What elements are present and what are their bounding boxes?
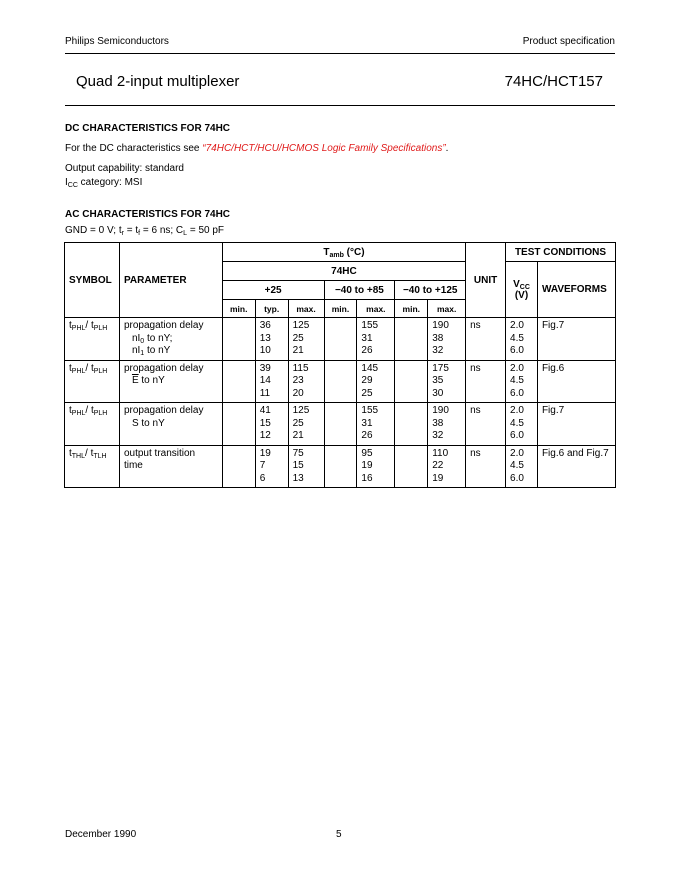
min-25-cell: [222, 403, 255, 446]
min-85-cell: [324, 360, 357, 403]
param-line: propagation delay: [123, 362, 204, 374]
value: 125: [292, 320, 310, 331]
range-125-header: −40 to +125: [395, 281, 466, 300]
value: 10: [259, 345, 271, 356]
value: 6: [259, 472, 266, 484]
cond-part: = 50 pF: [187, 225, 225, 236]
min-85-cell: [324, 318, 357, 361]
max-125-cell: [428, 360, 466, 403]
value: 190: [432, 320, 449, 331]
value: 21: [292, 430, 304, 441]
vcc-cell: [506, 318, 538, 361]
value: 4.5: [510, 375, 524, 386]
value: 7: [259, 460, 266, 471]
vcc-cell: [506, 360, 538, 403]
param-line: time: [123, 460, 143, 471]
range-85-header: −40 to +85: [324, 281, 395, 300]
min-header: min.: [324, 300, 357, 318]
value: 20: [292, 387, 304, 399]
param-sub: 0: [140, 337, 145, 345]
value: 31: [361, 332, 373, 344]
value: 15: [292, 460, 304, 471]
param-line: [124, 345, 218, 358]
value: 4.5: [510, 460, 524, 471]
value: 12: [259, 430, 271, 441]
value: 4.5: [510, 417, 524, 429]
icc-sub: CC: [67, 182, 78, 189]
parameter-cell: [119, 318, 222, 361]
dc-reference-suffix: .: [445, 143, 449, 154]
sym-b-sub: PLH: [93, 325, 108, 332]
min-header: min.: [395, 300, 428, 318]
param-line: [124, 375, 218, 388]
symbol-cell: [65, 360, 120, 403]
vcc-sub: CC: [519, 283, 530, 291]
sym-b: t: [90, 362, 94, 374]
sym-b: t: [90, 405, 94, 416]
sym-a: t: [69, 405, 72, 416]
max-header: max.: [428, 300, 466, 318]
min-125-cell: [395, 403, 428, 446]
max-85-cell: [357, 445, 395, 488]
value: 26: [361, 430, 373, 441]
sym-a-sub: PHL: [71, 367, 86, 375]
waveform-cell: Fig.6: [537, 360, 615, 403]
value: 95: [361, 447, 373, 459]
value: 19: [361, 460, 373, 471]
page-title: Quad 2-input multiplexer: [76, 73, 240, 90]
sym-b-sub: PLH: [93, 410, 108, 417]
value: 6.0: [510, 387, 524, 399]
value: 32: [432, 345, 444, 356]
sym-b-sub: TLH: [93, 452, 107, 460]
value: 145: [361, 362, 379, 374]
min-85-cell: [324, 403, 357, 446]
sym-sep: /: [85, 405, 91, 416]
vcc-unit: (V): [514, 289, 529, 301]
param-sub: 1: [140, 350, 145, 357]
parameter-cell: [119, 360, 222, 403]
value: 13: [259, 332, 271, 344]
sym-sep: /: [85, 320, 91, 331]
waveforms-header: WAVEFORMS: [537, 262, 615, 318]
min-25-cell: [222, 318, 255, 361]
value: 75: [292, 447, 304, 459]
value: 13: [292, 472, 304, 484]
sym-a: t: [69, 447, 72, 459]
ac-characteristics-table: [64, 242, 616, 488]
max-125-cell: [428, 403, 466, 446]
value: 41: [259, 405, 271, 416]
max-85-cell: [357, 403, 395, 446]
value: 110: [432, 447, 449, 459]
waveform-cell: Fig.6 and Fig.7: [537, 445, 615, 488]
max-125-cell: [428, 445, 466, 488]
min-85-cell: [324, 445, 357, 488]
typ-cell: [255, 318, 288, 361]
value: 125: [292, 405, 310, 416]
typ-header: typ.: [255, 300, 288, 318]
icc-value: category: MSI: [77, 177, 143, 188]
value: 16: [361, 472, 373, 484]
unit-cell: ns: [466, 360, 506, 403]
sym-a-sub: THL: [71, 452, 86, 460]
param-text: to nY: [138, 375, 165, 386]
parameter-cell: [119, 445, 222, 488]
value: 32: [432, 430, 444, 441]
value: 6.0: [510, 430, 524, 441]
waveform-cell: Fig.7: [537, 318, 615, 361]
value: 15: [259, 417, 271, 429]
table-row: [65, 318, 616, 361]
vcc-cell: [506, 445, 538, 488]
value: 14: [259, 375, 271, 386]
sym-a-sub: PHL: [71, 410, 86, 417]
icc-category: [65, 177, 142, 188]
value: 38: [432, 417, 444, 429]
param-line: propagation delay: [123, 320, 204, 331]
param-text: $\overline{E}$: [131, 375, 139, 386]
document-type: Product specification: [522, 36, 615, 47]
vcc-header: [506, 262, 538, 318]
dc-heading: DC CHARACTERISTICS FOR 74HC: [65, 123, 231, 134]
value: 25: [292, 417, 304, 429]
family-header: 74HC: [222, 262, 465, 281]
max-125-cell: [428, 318, 466, 361]
value: 4.5: [510, 332, 524, 344]
min-125-cell: [395, 360, 428, 403]
value: 39: [259, 362, 271, 374]
parameter-header: PARAMETER: [119, 243, 222, 318]
part-number: 74HC/HCT157: [504, 73, 603, 90]
typ-cell: [255, 360, 288, 403]
ac-conditions: [65, 225, 224, 236]
param-text: to nY: [144, 345, 171, 356]
sym-a-sub: PHL: [71, 325, 86, 332]
param-line: output transition: [123, 447, 196, 459]
max-25-cell: [288, 445, 324, 488]
value: 190: [432, 405, 449, 416]
value: 2.0: [510, 320, 524, 331]
max-header: max.: [288, 300, 324, 318]
unit-cell: ns: [466, 403, 506, 446]
dc-reference: [65, 143, 448, 154]
value: 19: [432, 472, 444, 484]
value: 38: [432, 332, 444, 344]
icc-label: I: [65, 177, 68, 188]
sym-sep: /: [85, 362, 91, 374]
vcc-cell: [506, 403, 538, 446]
tamb-sub: amb: [329, 251, 344, 259]
company-name: Philips Semiconductors: [65, 36, 169, 47]
cond-part: = 6 ns; C: [140, 225, 184, 236]
param-text: nI: [131, 345, 141, 356]
value: 2.0: [510, 362, 524, 374]
tamb-header: [222, 243, 465, 262]
value: 21: [292, 345, 304, 356]
min-header: min.: [222, 300, 255, 318]
max-25-cell: [288, 360, 324, 403]
tamb-symbol: T: [323, 246, 330, 258]
max-25-cell: [288, 318, 324, 361]
value: 36: [259, 320, 271, 331]
param-line: propagation delay: [123, 405, 204, 416]
max-85-cell: [357, 360, 395, 403]
output-capability: Output capability: standard: [65, 163, 184, 174]
sym-a: t: [69, 320, 72, 331]
cond-sub: r: [121, 230, 124, 237]
min-125-cell: [395, 318, 428, 361]
value: 31: [361, 417, 373, 429]
max-85-cell: [357, 318, 395, 361]
range-25-header: +25: [222, 281, 324, 300]
tamb-unit: (°C): [343, 246, 365, 258]
value: 6.0: [510, 472, 524, 484]
test-conditions-header: TEST CONDITIONS: [506, 243, 616, 262]
param-text: nI: [131, 332, 141, 344]
page-number: 5: [336, 829, 342, 840]
cond-sub: f: [138, 230, 141, 237]
unit-header: UNIT: [466, 243, 506, 318]
unit-cell: ns: [466, 318, 506, 361]
ac-heading: AC CHARACTERISTICS FOR 74HC: [65, 209, 231, 220]
value: 175: [432, 362, 449, 374]
param-line: S to nY: [131, 417, 165, 429]
value: 23: [292, 375, 304, 386]
min-125-cell: [395, 445, 428, 488]
value: 25: [292, 332, 304, 344]
value: 19: [259, 447, 271, 459]
value: 6.0: [510, 345, 524, 356]
value: 25: [361, 387, 373, 399]
sym-b-sub: PLH: [93, 367, 108, 375]
sym-b: t: [90, 447, 94, 459]
sym-b: t: [90, 320, 94, 331]
typ-cell: [255, 445, 288, 488]
table-row: [65, 403, 616, 446]
value: 29: [361, 375, 373, 386]
value: 30: [432, 387, 444, 399]
symbol-cell: [65, 403, 120, 446]
parameter-cell: [119, 403, 222, 446]
symbol-cell: [65, 318, 120, 361]
cond-sub: L: [183, 230, 188, 237]
min-25-cell: [222, 360, 255, 403]
max-25-cell: [288, 403, 324, 446]
header-rule: [65, 53, 615, 54]
typ-cell: [255, 403, 288, 446]
vcc-symbol: V: [513, 278, 520, 290]
value: 2.0: [510, 405, 524, 416]
sym-sep: /: [85, 447, 91, 459]
value: 155: [361, 405, 379, 416]
sym-a: t: [69, 362, 72, 374]
table-row: [65, 445, 616, 488]
table-row: [65, 360, 616, 403]
title-rule: [65, 105, 615, 106]
value: 2.0: [510, 447, 524, 459]
footer-date: December 1990: [65, 829, 137, 840]
symbol-header: SYMBOL: [65, 243, 120, 318]
param-text: to nY;: [144, 332, 173, 344]
unit-cell: ns: [466, 445, 506, 488]
value: 115: [292, 362, 309, 374]
value: 155: [361, 320, 379, 331]
param-line: [124, 333, 218, 346]
cond-part: = t: [123, 225, 139, 236]
waveform-cell: Fig.7: [537, 403, 615, 446]
symbol-cell: [65, 445, 120, 488]
value: 35: [432, 375, 444, 386]
value: 26: [361, 345, 373, 356]
value: 11: [259, 387, 271, 399]
dc-reference-prefix: For the DC characteristics see: [65, 143, 203, 154]
cond-part: GND = 0 V; t: [65, 225, 122, 236]
value: 22: [432, 460, 444, 471]
dc-reference-link[interactable]: “74HC/HCT/HCU/HCMOS Logic Family Specifications”: [202, 143, 446, 154]
min-25-cell: [222, 445, 255, 488]
max-header: max.: [357, 300, 395, 318]
